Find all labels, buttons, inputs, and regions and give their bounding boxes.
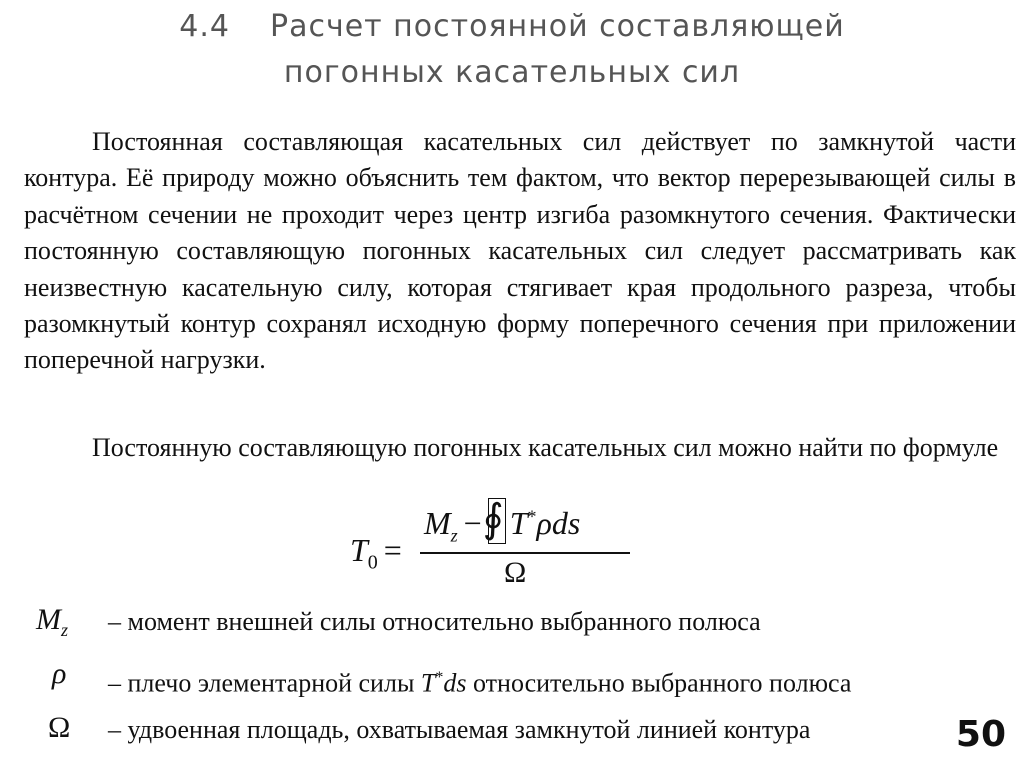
title-line-2: погонных касательных сил	[283, 55, 741, 90]
legend-symbol: ρ	[52, 657, 67, 690]
slide-title	[0, 4, 1024, 96]
paragraph-1: Постоянная составляющая касательных сил действует по замкнутой части контура. Её природу можно объяснить тем фактом, что вектор перерезывающей силы в расчётном сечении не проходит через центр изгиба разомкнутого сечения. Фактически постоянную составляющую погонных касательных сил следует рассматривать как неизвестную касательную силу, которая стягивает края продольного разреза, чтобы разомкнутый контур сохранял исходную форму поперечного сечения при приложении поперечной нагрузки.	[24, 127, 1016, 375]
section-number: 4.4	[179, 9, 231, 44]
paragraph-2: Постоянную составляющую погонных касательных сил можно найти по формуле	[92, 433, 999, 462]
formula-numerator: $M_z$ − ∮ T*ρds	[424, 496, 581, 546]
page-number: 50	[955, 714, 1006, 755]
formula-t0	[350, 498, 650, 608]
formula-lhs: $T_0$ =	[350, 532, 402, 574]
formula-denominator: Ω	[504, 556, 527, 589]
contour-integral-icon: ∮	[488, 498, 506, 544]
legend-text: – плечо элементарной силы T*ds относительно выбранного полюса	[108, 668, 852, 698]
legend-symbol: $M_z$	[36, 603, 69, 640]
fraction-bar	[420, 552, 630, 554]
legend-symbol: Ω	[48, 711, 71, 744]
legend-text: – удвоенная площадь, охватываемая замкнутой линией контура	[108, 715, 811, 744]
title-line-1: Расчет постоянной составляющей	[270, 9, 845, 44]
legend-text: – момент внешней силы относительно выбранного полюса	[108, 607, 761, 636]
